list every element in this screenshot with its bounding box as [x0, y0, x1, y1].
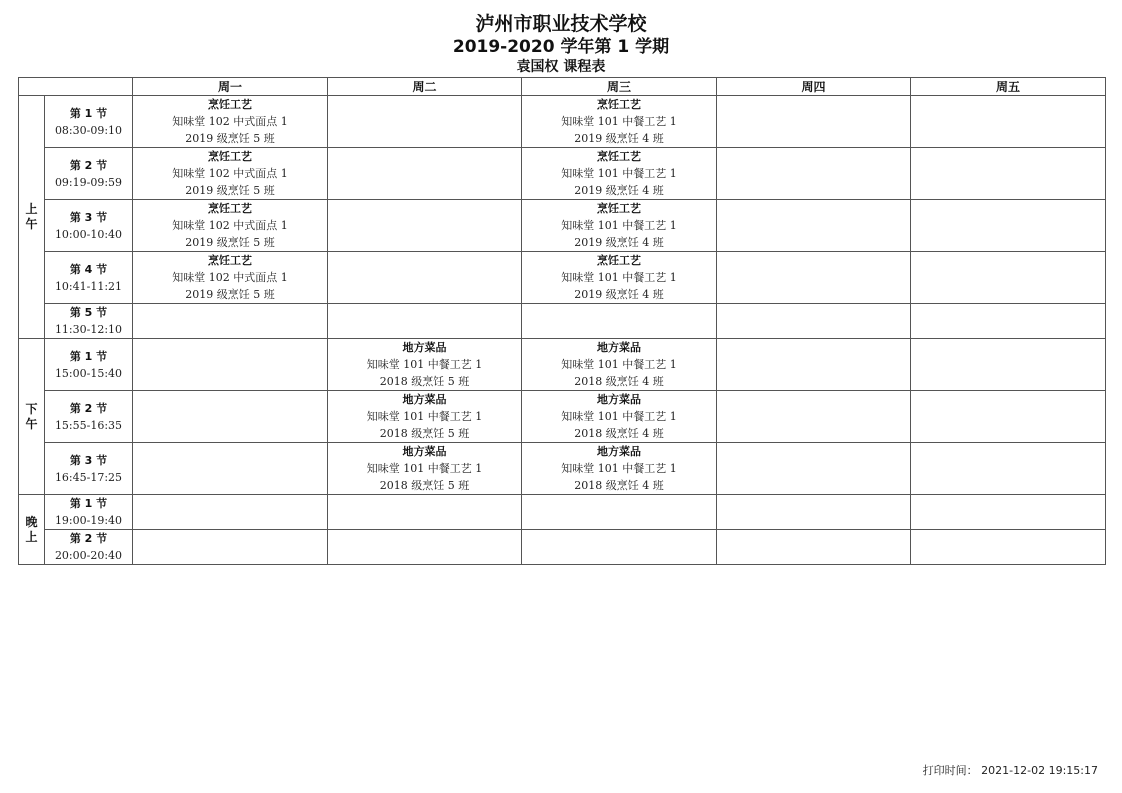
slot-name: 第 5 节 [69, 306, 108, 319]
slot-name: 第 2 节 [69, 401, 108, 415]
slot-name: 第 2 节 [69, 158, 108, 172]
course-name: 地方菜品 [597, 445, 641, 458]
course-class: 2019 级烹饪 4 班 [574, 236, 664, 249]
course-cell [717, 96, 911, 148]
course-cell [911, 391, 1106, 443]
course-room: 知味堂 102 中式面点 1 [172, 219, 288, 232]
course-name: 地方菜品 [597, 341, 641, 354]
course-class: 2018 级烹饪 5 班 [379, 375, 470, 388]
course-room: 知味堂 102 中式面点 1 [172, 167, 288, 180]
slot-name: 第 1 节 [69, 497, 108, 510]
course-class: 2019 级烹饪 5 班 [185, 132, 275, 145]
course-room: 知味堂 102 中式面点 1 [172, 115, 288, 128]
period-label-morning [19, 96, 45, 339]
course-class: 2019 级烹饪 5 班 [185, 184, 275, 197]
course-cell [328, 148, 522, 200]
slot-name: 第 3 节 [69, 453, 108, 467]
course-cell [522, 252, 717, 304]
course-cell [717, 304, 911, 339]
course-cell [717, 391, 911, 443]
course-class: 2018 级烹饪 5 班 [379, 479, 470, 492]
course-name: 地方菜品 [402, 393, 447, 406]
course-cell [522, 339, 717, 391]
timetable-row [19, 530, 1106, 565]
slot-name: 第 1 节 [69, 349, 108, 363]
day-header-row [19, 78, 1106, 96]
timetable [18, 77, 1106, 565]
course-cell [911, 200, 1106, 252]
course-class: 2018 级烹饪 4 班 [574, 375, 664, 388]
period-label-afternoon [19, 339, 45, 495]
course-entry [133, 148, 327, 199]
course-entry [133, 252, 327, 303]
course-entry [522, 443, 716, 494]
slot-cell [45, 96, 133, 148]
course-class: 2018 级烹饪 5 班 [379, 427, 470, 440]
corner-cell [19, 78, 133, 96]
slot-time: 11:30-12:10 [54, 323, 123, 336]
course-entry [522, 96, 716, 147]
course-cell [911, 339, 1106, 391]
slot-cell [45, 339, 133, 391]
course-room: 知味堂 101 中餐工艺 1 [366, 462, 483, 475]
day-header-fri: 周五 [911, 78, 1106, 96]
slot-cell [45, 391, 133, 443]
course-name: 烹饪工艺 [597, 150, 641, 163]
course-cell [522, 148, 717, 200]
course-room: 知味堂 102 中式面点 1 [172, 271, 288, 284]
course-cell [911, 148, 1106, 200]
course-cell [522, 530, 717, 565]
slot-time: 20:00-20:40 [54, 549, 123, 562]
course-room: 知味堂 101 中餐工艺 1 [561, 410, 677, 423]
course-class: 2018 级烹饪 4 班 [574, 479, 664, 492]
slot-name: 第 4 节 [69, 262, 108, 276]
course-room: 知味堂 101 中餐工艺 1 [561, 271, 677, 284]
course-cell [717, 443, 911, 495]
print-timestamp: 打印时间： 2021-12-02 19:15:17 [922, 764, 1098, 777]
timetable-row [19, 339, 1106, 391]
course-cell [328, 252, 522, 304]
course-entry [133, 96, 327, 147]
course-cell [717, 339, 911, 391]
slot-name: 第 2 节 [69, 532, 108, 545]
slot-time: 10:41-11:21 [54, 279, 123, 293]
course-cell [328, 200, 522, 252]
slot-cell [45, 530, 133, 565]
course-class: 2019 级烹饪 5 班 [185, 288, 275, 301]
course-cell [328, 304, 522, 339]
timetable-row [19, 443, 1106, 495]
course-cell [133, 530, 328, 565]
course-cell [522, 304, 717, 339]
course-cell [717, 252, 911, 304]
course-class: 2018 级烹饪 4 班 [574, 427, 664, 440]
course-cell [133, 495, 328, 530]
slot-cell [45, 304, 133, 339]
course-cell [717, 148, 911, 200]
day-header-tue: 周二 [328, 78, 522, 96]
course-cell [911, 495, 1106, 530]
slot-name: 第 3 节 [69, 210, 108, 224]
course-class: 2019 级烹饪 4 班 [574, 288, 664, 301]
course-cell [522, 200, 717, 252]
course-cell [328, 391, 522, 443]
course-entry [522, 391, 716, 442]
period-label-text: 下 午 [25, 401, 38, 431]
course-cell [133, 148, 328, 200]
course-entry [328, 339, 521, 390]
course-name: 烹饪工艺 [597, 254, 641, 267]
course-class: 2019 级烹饪 4 班 [574, 184, 664, 197]
slot-time: 15:55-16:35 [54, 418, 123, 432]
course-cell [717, 495, 911, 530]
course-cell [911, 530, 1106, 565]
course-cell [717, 530, 911, 565]
course-cell [522, 96, 717, 148]
course-cell [133, 304, 328, 339]
timetable-row [19, 200, 1106, 252]
slot-cell [45, 443, 133, 495]
course-name: 烹饪工艺 [208, 98, 252, 111]
course-room: 知味堂 101 中餐工艺 1 [561, 167, 677, 180]
course-cell [133, 96, 328, 148]
course-entry [133, 200, 327, 251]
course-cell [911, 96, 1106, 148]
school-name: 泸州市职业技术学校 [475, 13, 647, 35]
timetable-row [19, 96, 1106, 148]
course-cell [133, 391, 328, 443]
course-name: 地方菜品 [597, 393, 641, 406]
timetable-title: 袁国权 课程表 [516, 59, 606, 75]
slot-cell [45, 200, 133, 252]
course-name: 烹饪工艺 [208, 202, 252, 215]
course-cell [133, 339, 328, 391]
term-title: 2019-2020 学年第 1 学期 [452, 37, 670, 57]
timetable-row [19, 252, 1106, 304]
course-room: 知味堂 101 中餐工艺 1 [366, 410, 483, 423]
course-cell [911, 443, 1106, 495]
course-cell [328, 443, 522, 495]
course-name: 地方菜品 [402, 341, 447, 354]
timetable-row [19, 304, 1106, 339]
course-cell [328, 495, 522, 530]
slot-time: 08:30-09:10 [54, 123, 123, 137]
slot-time: 10:00-10:40 [54, 227, 123, 241]
course-entry [522, 339, 716, 390]
course-class: 2019 级烹饪 4 班 [574, 132, 664, 145]
course-entry [328, 443, 521, 494]
course-class: 2019 级烹饪 5 班 [185, 236, 275, 249]
slot-time: 15:00-15:40 [54, 366, 123, 380]
course-room: 知味堂 101 中餐工艺 1 [561, 462, 677, 475]
slot-name: 第 1 节 [69, 106, 108, 120]
course-room: 知味堂 101 中餐工艺 1 [366, 358, 483, 371]
timetable-row [19, 495, 1106, 530]
course-cell [911, 304, 1106, 339]
course-entry [522, 252, 716, 303]
slot-time: 09:19-09:59 [54, 175, 123, 189]
slot-time: 16:45-17:25 [54, 470, 123, 484]
course-cell [522, 495, 717, 530]
course-cell [522, 391, 717, 443]
course-room: 知味堂 101 中餐工艺 1 [561, 115, 677, 128]
slot-cell [45, 252, 133, 304]
course-name: 烹饪工艺 [597, 202, 641, 215]
slot-time: 19:00-19:40 [54, 514, 123, 527]
day-header-thu: 周四 [717, 78, 911, 96]
course-entry [522, 148, 716, 199]
slot-cell [45, 495, 133, 530]
period-label-text: 上 午 [25, 202, 38, 231]
slot-cell [45, 148, 133, 200]
period-label-evening [19, 495, 45, 565]
course-cell [328, 339, 522, 391]
course-room: 知味堂 101 中餐工艺 1 [561, 358, 677, 371]
day-header-wed: 周三 [522, 78, 717, 96]
timetable-row [19, 148, 1106, 200]
course-cell [911, 252, 1106, 304]
course-name: 烹饪工艺 [208, 150, 252, 163]
course-cell [133, 252, 328, 304]
course-cell [522, 443, 717, 495]
course-name: 烹饪工艺 [597, 98, 641, 111]
course-cell [328, 530, 522, 565]
course-name: 烹饪工艺 [208, 254, 252, 267]
course-entry [522, 200, 716, 251]
period-label-text: 晚 上 [25, 514, 38, 544]
course-entry [328, 391, 521, 442]
course-name: 地方菜品 [402, 445, 447, 458]
course-cell [133, 443, 328, 495]
course-cell [133, 200, 328, 252]
course-room: 知味堂 101 中餐工艺 1 [561, 219, 677, 232]
course-cell [328, 96, 522, 148]
timetable-row [19, 391, 1106, 443]
day-header-mon: 周一 [133, 78, 328, 96]
course-cell [717, 200, 911, 252]
